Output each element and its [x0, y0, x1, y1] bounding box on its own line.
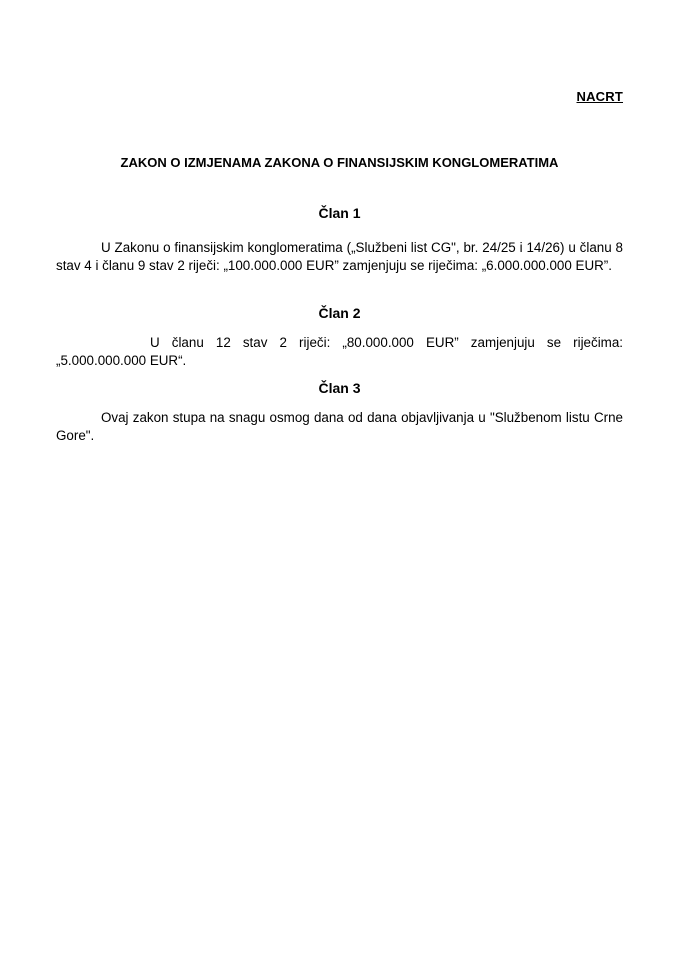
article-3-heading: Član 3 [318, 380, 361, 396]
article-3-text: Ovaj zakon stupa na snagu osmog dana od dana objavljivanja u "Službenom listu Crne Gore". [56, 410, 623, 443]
draft-stamp: NACRT [576, 89, 623, 104]
article-1-heading: Član 1 [318, 205, 361, 221]
law-title: ZAKON O IZMJENAMA ZAKONA O FINANSIJSKIM KONGLOMERATIMA [120, 155, 559, 170]
article-1-text: U Zakonu o finansijskim konglomeratima („Službeni list CG", br. 24/25 i 14/26) u članu 8 stav 4 i članu 9 stav 2 riječi: „100.000.000 EUR” zamjenjuju se riječima: „6.000.000.000 EUR”. [56, 240, 623, 273]
article-2-text: U članu 12 stav 2 riječi: „80.000.000 EUR” zamjenjuju se riječima: „5.000.000.000 EUR“. [56, 335, 623, 368]
article-2-heading: Član 2 [318, 305, 361, 321]
